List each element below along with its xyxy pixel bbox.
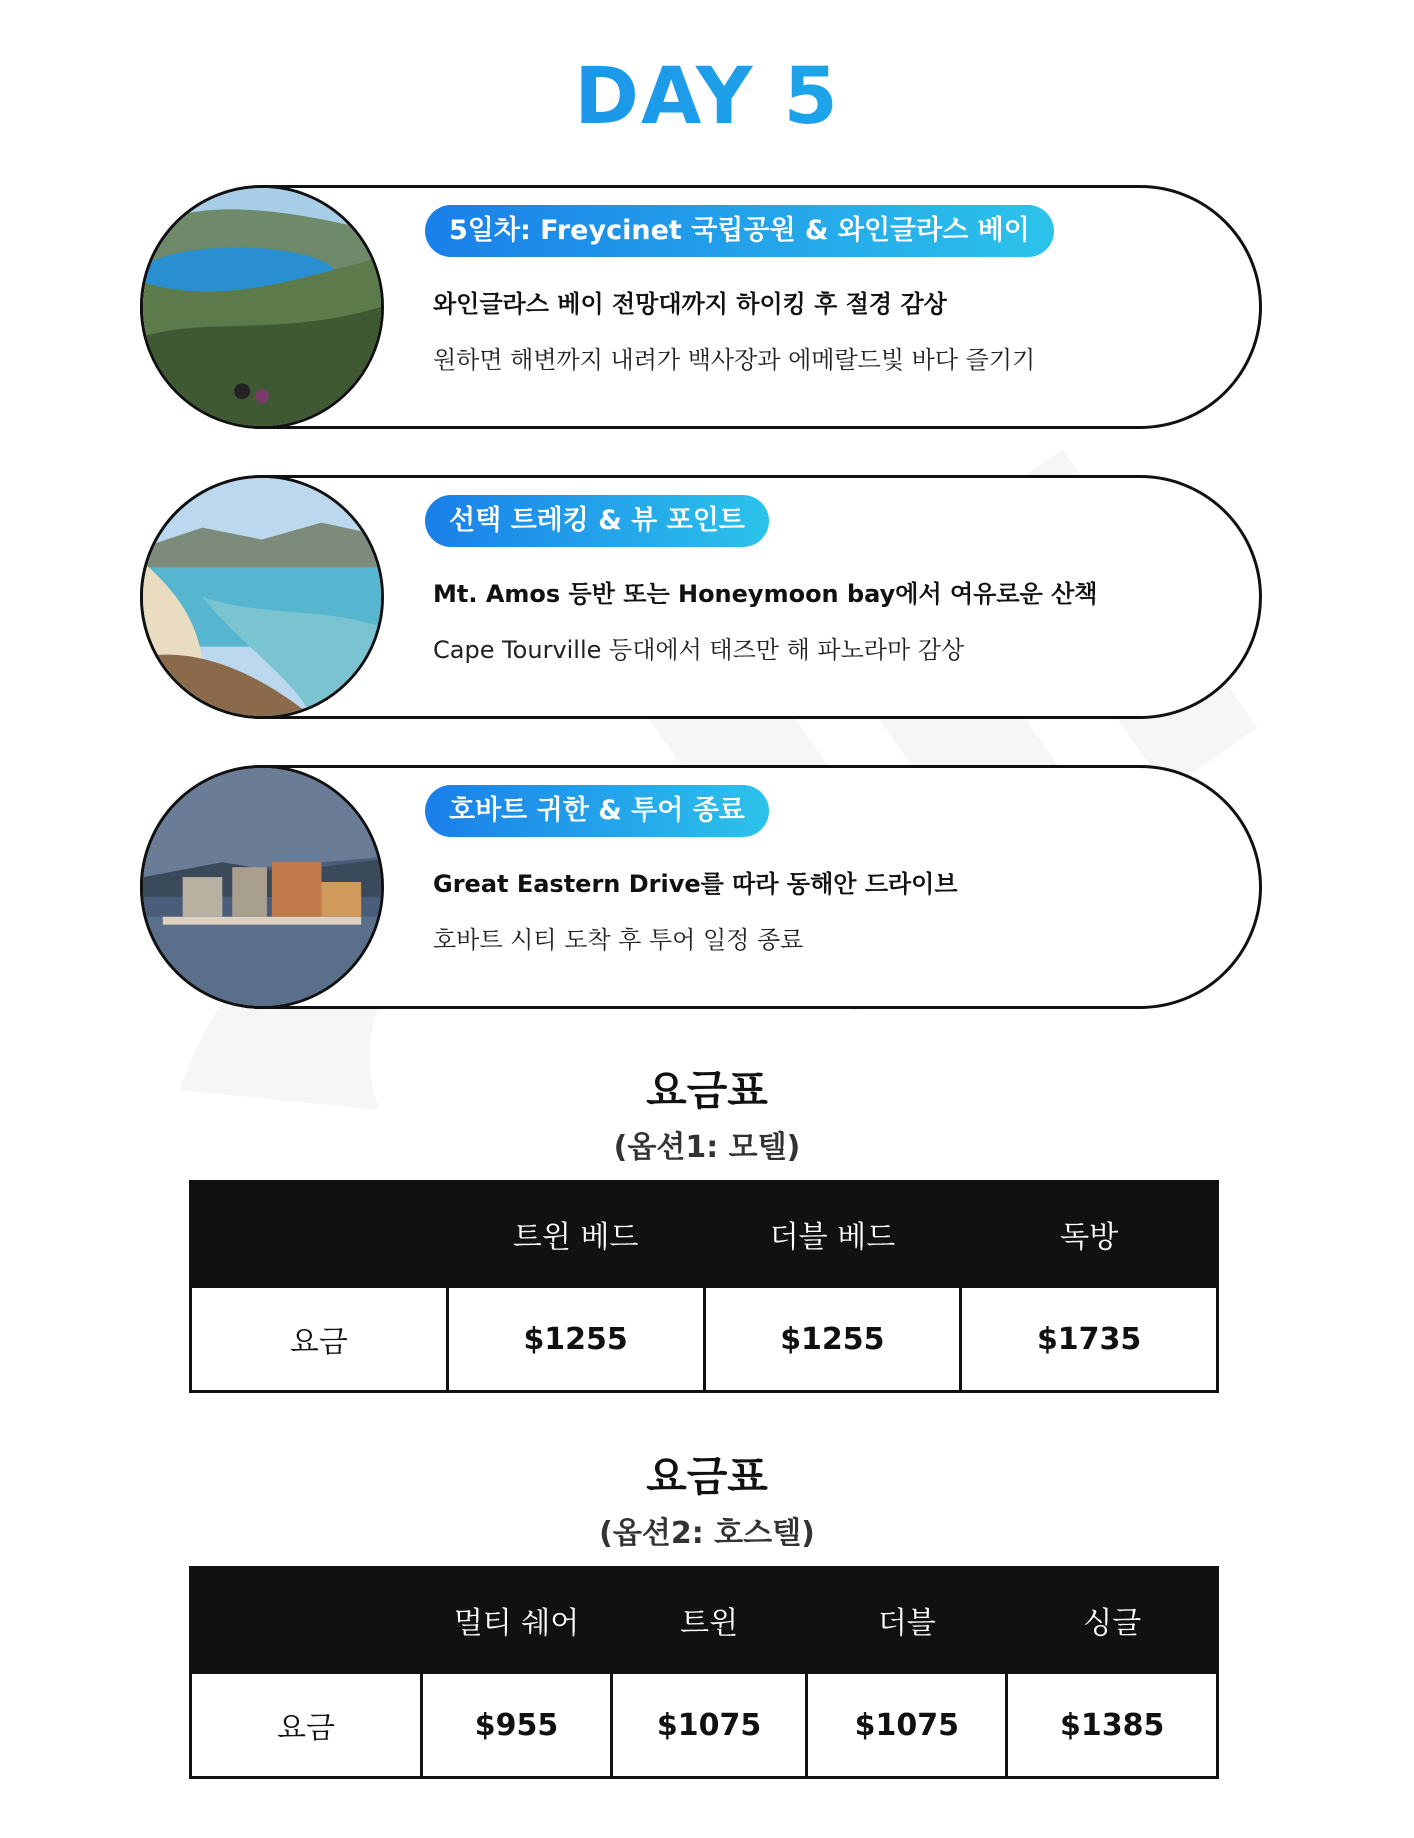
row-label: 요금 bbox=[191, 1673, 422, 1778]
column-header: 더블 bbox=[807, 1568, 1007, 1673]
hobart-waterfront-photo bbox=[140, 765, 384, 1009]
pricing-title-motel: 요금표 bbox=[646, 1066, 768, 1115]
column-header: 싱글 bbox=[1007, 1568, 1218, 1673]
pricing-table-motel bbox=[189, 1180, 1219, 1393]
column-header: 멀티 쉐어 bbox=[422, 1568, 612, 1673]
highlight-text: Great Eastern Drive를 따라 동해안 드라이브 bbox=[433, 870, 958, 898]
wineglass-bay-photo bbox=[140, 185, 384, 429]
pricing-table-hostel bbox=[189, 1566, 1219, 1779]
day-tag: 선택 트레킹 & 뷰 포인트 bbox=[425, 495, 769, 547]
detail-text: 호바트 시티 도착 후 투어 일정 종료 bbox=[433, 926, 804, 954]
price-cell: $1075 bbox=[612, 1673, 807, 1778]
price-cell: $1735 bbox=[961, 1287, 1218, 1392]
itinerary-card-2 bbox=[140, 475, 1262, 719]
table-header-row bbox=[191, 1182, 1218, 1287]
price-cell: $955 bbox=[422, 1673, 612, 1778]
beach-coast-photo bbox=[140, 475, 384, 719]
itinerary-card-1 bbox=[140, 185, 1262, 429]
table-header-row bbox=[191, 1568, 1218, 1673]
highlight-text: Mt. Amos 등반 또는 Honeymoon bay에서 여유로운 산책 bbox=[433, 580, 1098, 608]
column-header: 트윈 bbox=[612, 1568, 807, 1673]
detail-text: Cape Tourville 등대에서 태즈만 해 파노라마 감상 bbox=[433, 636, 965, 664]
price-cell: $1255 bbox=[704, 1287, 961, 1392]
table-corner-cell bbox=[191, 1568, 422, 1673]
row-label: 요금 bbox=[191, 1287, 448, 1392]
day-tag: 호바트 귀한 & 투어 종료 bbox=[425, 785, 769, 837]
pricing-subtitle-hostel: (옵션2: 호스텔) bbox=[599, 1516, 815, 1551]
highlight-text: 와인글라스 베이 전망대까지 하이킹 후 절경 감상 bbox=[433, 290, 947, 318]
column-header: 더블 베드 bbox=[704, 1182, 961, 1287]
column-header: 트윈 베드 bbox=[447, 1182, 704, 1287]
itinerary-card-3 bbox=[140, 765, 1262, 1009]
pricing-title-hostel: 요금표 bbox=[646, 1452, 768, 1501]
column-header: 독방 bbox=[961, 1182, 1218, 1287]
table-corner-cell bbox=[191, 1182, 448, 1287]
page-title: DAY 5 bbox=[0, 52, 1414, 142]
price-cell: $1385 bbox=[1007, 1673, 1218, 1778]
pricing-subtitle-motel: (옵션1: 모텔) bbox=[613, 1130, 801, 1165]
table-row bbox=[191, 1673, 1218, 1778]
price-cell: $1255 bbox=[447, 1287, 704, 1392]
table-row bbox=[191, 1287, 1218, 1392]
price-cell: $1075 bbox=[807, 1673, 1007, 1778]
detail-text: 원하면 해변까지 내려가 백사장과 에메랄드빛 바다 즐기기 bbox=[433, 346, 1036, 374]
day-tag: 5일차: Freycinet 국립공원 & 와인글라스 베이 bbox=[425, 205, 1054, 257]
